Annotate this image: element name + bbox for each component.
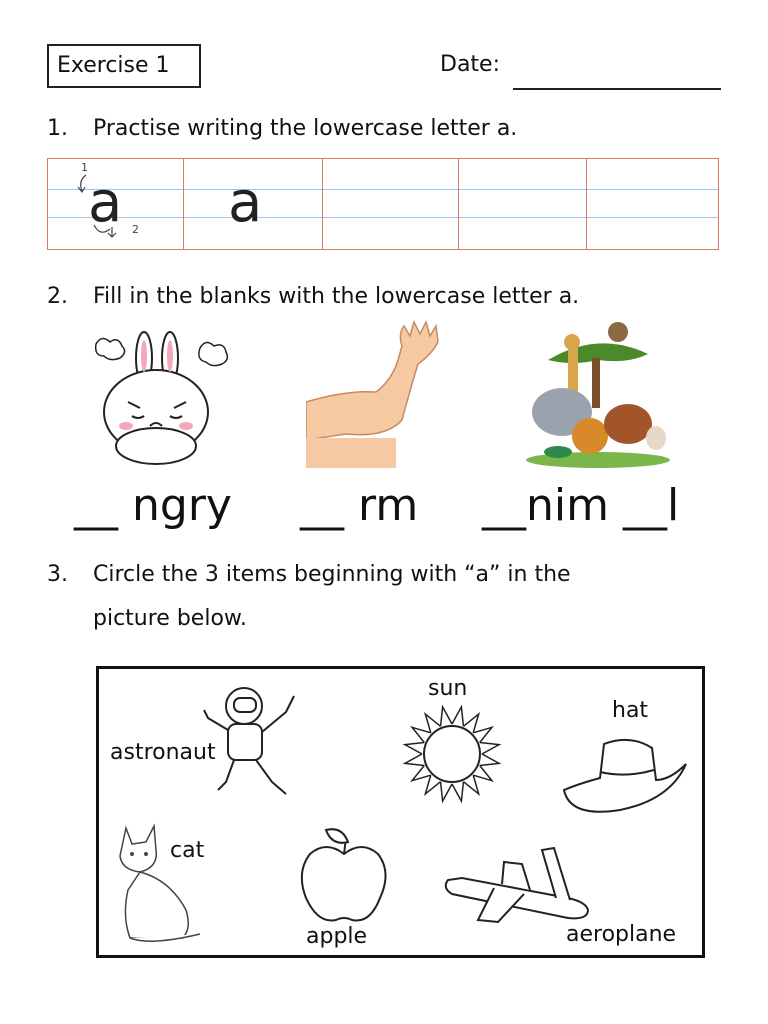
question-number: 3.	[47, 562, 68, 587]
word-suffix: ngry	[132, 480, 232, 531]
label-hat: hat	[612, 698, 649, 723]
grid-line	[48, 217, 718, 218]
sun-ray	[441, 707, 452, 726]
traced-letter-a: a	[88, 170, 123, 235]
label-astronaut: astronaut	[110, 740, 216, 765]
sun-ray	[441, 782, 452, 801]
question-text: Practise writing the lowercase letter a.	[93, 116, 518, 141]
label-apple: apple	[306, 924, 368, 949]
hat-drawing[interactable]	[560, 734, 690, 820]
exercise-title: Exercise 1	[47, 44, 201, 88]
sun-ray	[452, 782, 463, 801]
sun-ray	[480, 754, 499, 765]
question-text-continued: picture below.	[93, 606, 247, 631]
grid-divider	[183, 159, 184, 249]
blank-line: __	[74, 480, 118, 531]
date-label: Date:	[440, 52, 500, 77]
model-letter-a: a	[228, 170, 263, 235]
stroke-arrow-icon	[90, 221, 120, 243]
question-text: Circle the 3 items beginning with “a” in the	[93, 562, 571, 587]
question-number: 2.	[47, 284, 68, 309]
aeroplane-drawing[interactable]	[438, 844, 598, 930]
question-number: 1.	[47, 116, 68, 141]
word-suffix: l	[666, 480, 680, 531]
arm-illustration	[306, 320, 446, 468]
sun-ray	[480, 743, 499, 754]
fill-blank-arm[interactable]	[300, 480, 418, 531]
sun-ray	[405, 754, 424, 765]
handwriting-grid[interactable]	[47, 158, 719, 250]
label-aeroplane: aeroplane	[566, 922, 677, 947]
sun-drawing[interactable]	[396, 702, 508, 806]
word-suffix: nim	[526, 480, 609, 531]
label-cat: cat	[170, 838, 205, 863]
blank-line: __	[622, 480, 667, 531]
question-text: Fill in the blanks with the lowercase letter a.	[93, 284, 580, 309]
angry-bunny-illustration	[88, 328, 238, 468]
blank-line: __	[300, 480, 344, 531]
grid-divider	[586, 159, 587, 249]
stroke-number-2: 2	[132, 223, 139, 236]
word-suffix: rm	[358, 480, 419, 531]
date-write-line[interactable]	[513, 88, 721, 90]
grid-divider	[458, 159, 459, 249]
fill-blank-animal[interactable]	[482, 480, 679, 531]
sun-ray	[405, 743, 424, 754]
animals-illustration	[518, 320, 678, 470]
label-sun: sun	[428, 676, 468, 701]
sun-ray	[452, 707, 463, 726]
stroke-number-1: 1	[81, 161, 88, 174]
grid-line	[48, 189, 718, 190]
fill-blank-angry[interactable]	[74, 480, 232, 531]
blank-line: __	[482, 480, 526, 531]
apple-drawing[interactable]	[296, 824, 392, 928]
grid-divider	[322, 159, 323, 249]
